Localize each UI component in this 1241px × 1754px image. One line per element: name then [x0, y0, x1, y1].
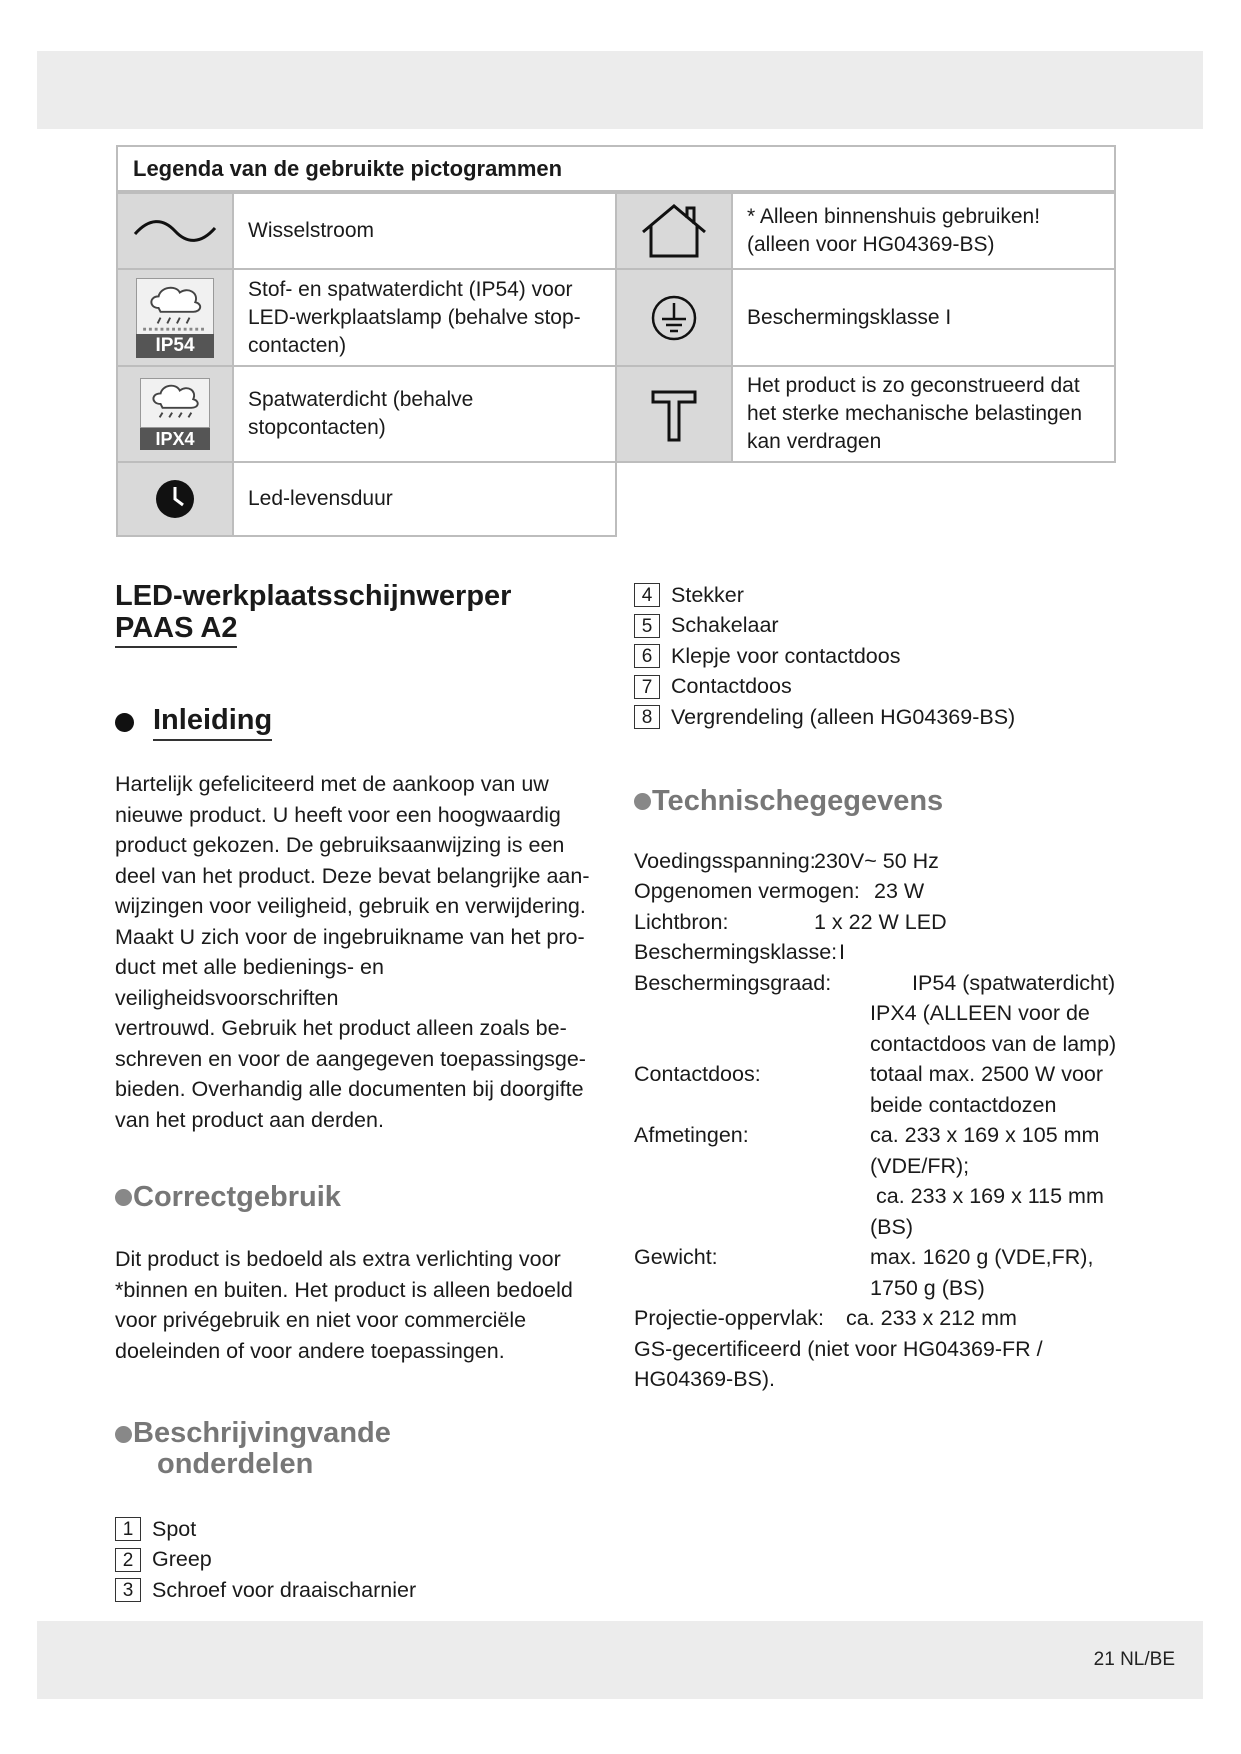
list-item: 3 Schroef voor draaischarnier [115, 1575, 595, 1606]
spec-weight: Gewicht: max. 1620 g (VDE,FR), [634, 1245, 1094, 1269]
protective-earth-icon [649, 293, 699, 343]
legend-cell-house [615, 192, 733, 270]
product-title: LED-werkplaatsschijnwerper PAAS A2 [115, 580, 595, 648]
legend-cell-clock [116, 461, 234, 537]
clock-icon [154, 478, 196, 520]
ipx4-icon: IPX4 [140, 378, 210, 450]
spec-light: Lichtbron: 1 x 22 W LED [634, 909, 947, 934]
legend-text-class1: Beschermingsklasse I [731, 268, 1116, 367]
spec-projection: Projectie-oppervlak: ca. 233 x 212 mm [634, 1306, 1017, 1330]
legend-text-ac: Wisselstroom [232, 192, 617, 270]
intro-heading: Inleiding [115, 704, 595, 741]
legend-text-led-life: Led-levensduur [232, 461, 617, 537]
spec-dimensions: Afmetingen: ca. 233 x 169 x 105 mm [634, 1123, 1100, 1147]
page-number: 21 NL/BE [1093, 1649, 1175, 1670]
list-item: 5 Schakelaar [634, 611, 1154, 642]
list-item: 8 Vergrendeling (alleen HG04369-BS) [634, 702, 1154, 733]
legend-text-ipx4: Spatwaterdicht (behalve stopcontacten) [232, 365, 617, 463]
right-column [634, 580, 1154, 1395]
spec-gs: GS-gecertificeerd (niet voor HG04369-FR / [634, 1336, 1043, 1361]
legend-title: Legenda van de gebruikte pictogrammen [116, 145, 1116, 192]
intro-paragraph: Hartelijk gefeliciteerd met de aankoop van uw nieuwe product. U heeft voor een hoogwaardig product gekozen. De gebruiksaanwijzing is een deel van het product. Deze bevat belangrijke aan- wijzingen voor veiligheid, gebruik en verwijdering. Maakt U zich voor de ingebruikname van het pro- duct met alle bedienings- en veiligheidsvoorschriften vertrouwd. Gebruik het product alleen zoals be- schreven en voor de aangegeven toepassingsge- bieden. Overhandig alle documenten bij doorgifte van het product aan derden. [115, 772, 590, 1132]
parts-list-left [115, 1514, 595, 1606]
list-item: 4 Stekker [634, 580, 1154, 611]
legend-cell-earth [615, 268, 733, 367]
left-column [115, 580, 595, 1606]
house-icon [639, 202, 709, 260]
legend-cell-ipx4 [116, 365, 234, 463]
bullet-icon [115, 713, 134, 732]
tech-specs: Voedingsspanning: 230V~ 50 Hz Opgenomen vermogen: 23 W Lichtbron: 1 x 22 W LED Beschermingsklasse: I Beschermingsgraad: IP54 (spatwaterdicht) IPX4 (ALLEEN voor de contactdoos van de lamp) Contactdoos: totaal max. 2500 W voor beide contactdozen Afmetingen: ca. 233 x 169 x 105 mm (VDE/FR); ca. 233 x 169 x 115 mm (BS) Gewicht: max. 1620 g (VDE,FR), 1750 g (BS) Projectie-oppervlak: ca. 233 x 212 mm GS-gecertificeerd (niet voor HG04369-FR / HG04369-BS). [634, 846, 1154, 1395]
spec-class: Beschermingsklasse: I [634, 940, 845, 964]
legend-cell-hammer [615, 365, 733, 463]
legend-grid [116, 192, 1116, 542]
list-item: 1 Spot [115, 1514, 595, 1545]
header-band [37, 51, 1203, 129]
list-item: 6 Klepje voor contactdoos [634, 641, 1154, 672]
legend-text-mechanical: Het product is zo geconstrueerd dat het sterke mechanische belastingen kan verdragen [731, 365, 1116, 463]
legend-cell-ip54 [116, 268, 234, 367]
legend-table [116, 145, 1116, 542]
bullet-icon [115, 1189, 132, 1206]
tech-heading: Technischegegevens [634, 785, 1154, 818]
parts-heading: Beschrijvingvande onderdelen [115, 1418, 595, 1480]
spec-socket: Contactdoos: totaal max. 2500 W voor [634, 1062, 1104, 1086]
alternating-current-icon [133, 216, 217, 246]
correct-use-heading: Correctgebruik [115, 1181, 595, 1214]
footer-band [37, 1621, 1203, 1699]
list-item: 2 Greep [115, 1545, 595, 1576]
ip54-icon: IP54 [136, 278, 214, 358]
bullet-icon [115, 1426, 132, 1443]
hammer-icon [649, 386, 699, 442]
correct-use-paragraph: Dit product is bedoeld als extra verlichting voor *binnen en buiten. Het product is alleen bedoeld voor privégebruik en niet voor commerciële doeleinden of voor andere toepassingen. [115, 1247, 573, 1363]
legend-cell-ac [116, 192, 234, 270]
legend-text-indoor: * Alleen binnenshuis gebruiken! (alleen voor HG04369-BS) [731, 192, 1116, 270]
parts-list-right [634, 580, 1154, 733]
spec-power: Opgenomen vermogen: 23 W [634, 879, 925, 903]
list-item: 7 Contactdoos [634, 672, 1154, 703]
spec-ip: Beschermingsgraad: IP54 (spatwaterdicht) [634, 970, 1116, 995]
bullet-icon [634, 793, 651, 810]
spec-voltage: Voedingsspanning: 230V~ 50 Hz [634, 848, 939, 873]
legend-text-ip54: Stof- en spatwaterdicht (IP54) voor LED-werkplaatslamp (behalve stop- contacten) [232, 268, 617, 367]
